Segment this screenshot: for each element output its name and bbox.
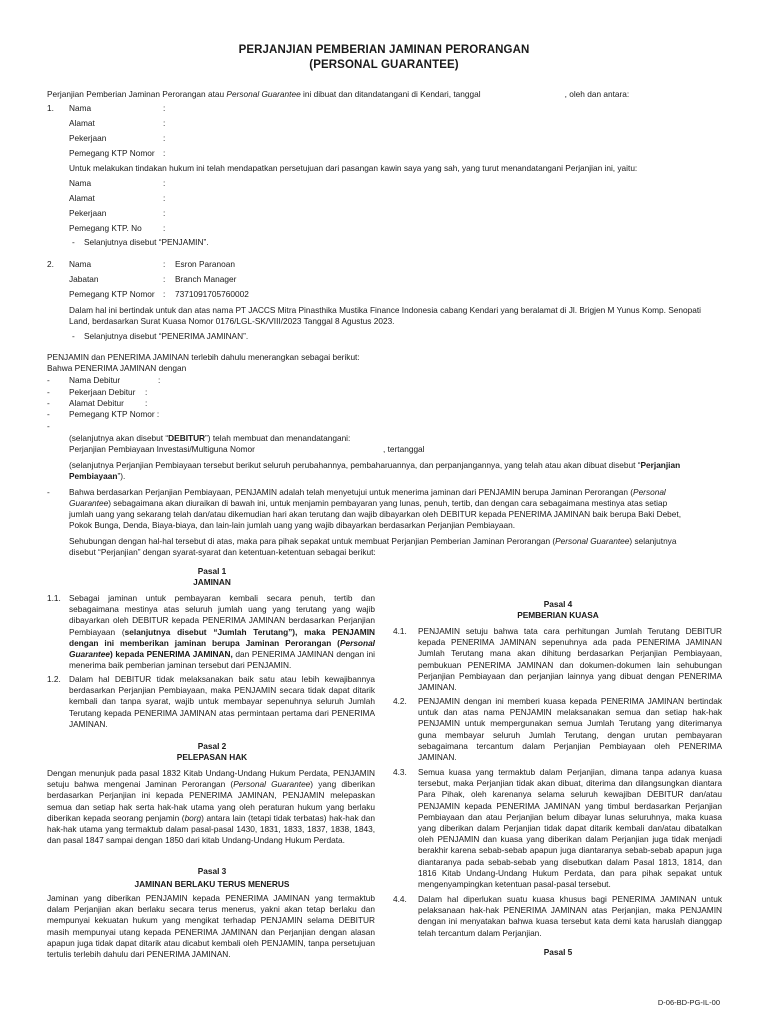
party1-hereinafter: Selanjutnya disebut “PENJAMIN”.: [84, 237, 209, 247]
debtor-note: (selanjutnya akan disebut “DEBITUR”) telah membuat dan menandatangani:: [69, 433, 351, 443]
document-subtitle: (PERSONAL GUARANTEE): [309, 59, 459, 71]
party1-label-address: Alamat: [69, 118, 95, 128]
clause-4-3-text: Semua kuasa yang termaktub dalam Perjanjian, dimana tanpa adanya kuasa tersebut, maka Perjanjian tidak akan dibuat, diterima dan dilangsungkan diantara Para Pihak, oleh karenanya selama seluruh kewajiban DEBITUR dan/atau PENJAMIN kepada PENERIMA JAMINAN yang timbul berdasarkan Perjanjian Pembiayaan dan atau Perjanjian belum dibayar lunas seluruhnya, maka kuasa yang diberikan dalam Perjanjian tidak dapat ditarik kembali dan/atau dibatalkan oleh PENJAMIN dan kuasa yang diberikan dalam Perjanjian juga tidak menjadi berakhir karena sebab-sebab apapun juga diantaranya sebab-sebab apapun juga diantaranya pada sebab-sebab yang disebutkan dalam Pasal 1813, 1814, dan 1816 Kitab Undang-Undang Hukum Perdata, dan para pihak sepakat untuk mengenyampingkan ketentuan pasal-pasal tersebut.: [418, 767, 722, 890]
clause-4-1-text: PENJAMIN setuju bahwa tata cara perhitungan Jumlah Terutang DEBITUR kepada PENERIMA JAMINAN sepenuhnya ada pada PENERIMA JAMINAN Jumlah Terutang mana akan dihitung berdasarkan Perjanjian Pembiayaan, pembukuan PENERIMA JAMINAN dan dokumen-dokumen lain sehubungan Perjanjian Pembiayaan dan perjanjian lainnya yang dibuat dengan PENERIMA JAMINAN.: [418, 626, 722, 693]
pasal3-text: Jaminan yang diberikan PENJAMIN kepada PENERIMA JAMINAN yang termaktub dalam Perjanjian akan berlaku secara terus menerus, yakni akan tetap berlaku dan mempunyai kekuatan hukum yang mengikat terhadap PENJAMIN selama DEBITUR masih mempunyai utang kepada PENERIMA JAMINAN dan Perjanjian dengan alasan apapun juga tidak dapat ditarik atau dicabut kembali oleh PENJAMIN, tanpa persetujuan tertulis terlebih dahulu dari PENERIMA JAMINAN.: [47, 893, 375, 960]
document-title: PERJANJIAN PEMBERIAN JAMINAN PERORANGAN: [238, 44, 530, 56]
pasal2-subheading: PELEPASAN HAK: [176, 752, 248, 762]
clause-4-3-number: 4.3.: [393, 767, 407, 777]
recital-intro-2: Bahwa PENERIMA JAMINAN dengan: [47, 363, 187, 373]
debtor-bullet: -: [47, 409, 50, 419]
party1-colon: :: [163, 118, 166, 128]
pasal3-subheading: JAMINAN BERLAKU TERUS MENERUS: [134, 879, 290, 889]
clause-4-2-number: 4.2.: [393, 696, 407, 706]
spouse-colon: :: [163, 178, 166, 188]
party2-value-name: Esron Paranoan: [175, 259, 235, 269]
party2-label-title: Jabatan: [69, 274, 99, 284]
recital-b-line4: Pokok Bunga, Denda, Biaya-biaya, dan lain-lain jumlah uang yang wajib dibayarkan berdasarkan Perjanjian Pembiayaan.: [69, 520, 516, 530]
spouse-colon: :: [163, 208, 166, 218]
party1-number: 1.: [47, 103, 54, 113]
party2-colon: :: [163, 259, 166, 269]
debtor-label-occupation: Pekerjaan Debitur: [69, 387, 136, 397]
closing-line1: Sehubungan dengan hal-hal tersebut di atas, maka para pihak sepakat untuk membuat Perjanjian Pemberian Jaminan Perorangan (Personal Guarantee) selanjutnya: [69, 536, 677, 546]
closing-line2: disebut “Perjanjian” dengan syarat-syarat dan ketentuan-ketentuan sebagai berikut:: [69, 547, 376, 557]
party2-label-name: Nama: [69, 259, 92, 269]
financing-note-line2: Pembiayaan”).: [69, 471, 126, 481]
recital-b-line1: Bahwa berdasarkan Perjanjian Pembiayaan, PENJAMIN adalah telah menyetujui untuk menerima jaminan dari PENJAMIN berupa Jaminan Perorangan (Personal: [69, 487, 666, 497]
pasal1-heading: Pasal 1: [197, 566, 227, 576]
clause-4-2-text: PENJAMIN dengan ini memberi kuasa kepada PENERIMA JAMINAN bertindak untuk dan atas nama PENJAMIN melaksanakan semua dan setiap hak-hak PENJAMIN untuk mempergunakan semua Jumlah Terutang yang diterimanya guna membayar seluruh Jumlah Terutang, dengan urutan pembayaran sebagaimana tercantum dalam Perjanjian Pembiayaan oleh PENERIMA JAMINAN.: [418, 696, 722, 763]
debtor-bullet: -: [47, 421, 50, 431]
party2-dash: -: [72, 331, 75, 341]
spouse-label-name: Nama: [69, 178, 92, 188]
recital-intro: PENJAMIN dan PENERIMA JAMINAN terlebih dahulu menerangkan sebagai berikut:: [47, 352, 360, 362]
party1-dash: -: [72, 237, 75, 247]
financing-agreement-date: , tertanggal: [383, 444, 425, 454]
spouse-colon: :: [163, 223, 166, 233]
debtor-bullet: -: [47, 387, 50, 397]
clause-4-4-number: 4.4.: [393, 894, 407, 904]
party1-colon: :: [163, 148, 166, 158]
party2-value-title: Branch Manager: [175, 274, 237, 284]
pasal2-text: Dengan menunjuk pada pasal 1832 Kitab Undang-Undang Hukum Perdata, PENJAMIN setuju bahwa mengenai Jaminan Perorangan (Personal Guarantee) yang diberikan berdasarkan Perjanjian ini kepada PENERIMA JAMINAN, PENJAMIN melepaskan semua dan setiap hak serta hak-hak utama yang oleh peraturan hukum yang berlaku diberikan kepada seorang penjamin (borg) antara lain (tetapi tidak terbatas) hak-hak dan hak-hak utama yang termaktub dalam pasal-pasal 1430, 1831, 1833, 1837, 1838, 1843, dan pasal 1847 sampai dengan 1850 dari kitab Undang-Undang Hukum Perdata.: [47, 768, 375, 846]
pasal3-heading: Pasal 3: [197, 866, 227, 876]
recital-b-line3: jumlah uang yang sekarang telah dan/atau dikemudian hari akan terutang dan wajib dibayarkan oleh DEBITUR kepada PENERIMA JAMINAN baik berupa Baki Debet,: [69, 509, 682, 519]
recital-b-bullet: -: [47, 487, 50, 497]
party2-colon: :: [163, 274, 166, 284]
document-code: D-06-BD-PG-IL-00: [657, 998, 720, 1007]
party1-label-name: Nama: [69, 103, 92, 113]
party2-hereinafter: Selanjutnya disebut “PENERIMA JAMINAN”.: [84, 331, 249, 341]
spouse-label-occupation: Pekerjaan: [69, 208, 107, 218]
party1-colon: :: [163, 103, 166, 113]
party2-colon: :: [163, 289, 166, 299]
party2-number: 2.: [47, 259, 54, 269]
clause-1-2-number: 1.2.: [47, 674, 61, 684]
pasal1-subheading: JAMINAN: [193, 577, 231, 587]
recital-b-line2: Guarantee) sebagaimana akan diuraikan di bawah ini, untuk menjamin pembayaran yang lunas, penuh, tertib, dan dengan cara sebagaimana mestinya atas setiap: [69, 498, 668, 508]
spouse-label-ktp: Pemegang KTP. No: [69, 223, 142, 233]
pasal4-subheading: PEMBERIAN KUASA: [517, 610, 599, 620]
spouse-label-address: Alamat: [69, 193, 95, 203]
debtor-label-ktp: Pemegang KTP Nomor :: [69, 409, 160, 419]
party2-label-ktp: Pemegang KTP Nomor: [69, 289, 155, 299]
debtor-bullet: -: [47, 375, 50, 385]
debtor-colon: :: [145, 398, 148, 408]
party2-value-ktp: 7371091705760002: [175, 289, 249, 299]
party2-capacity-line2: Land, berdasarkan Surat Kuasa Nomor 0176/LGL-SK/VIII/2023 Tanggal 8 Agustus 2023.: [69, 316, 395, 326]
party1-label-ktp: Pemegang KTP Nomor: [69, 148, 155, 158]
pasal4-heading: Pasal 4: [543, 599, 573, 609]
party1-label-occupation: Pekerjaan: [69, 133, 107, 143]
debtor-bullet: -: [47, 398, 50, 408]
debtor-label-name: Nama Debitur: [69, 375, 121, 385]
party1-spouse-text: Untuk melakukan tindakan hukum ini telah mendapatkan persetujuan dari pasangan kawin saya yang sah, yang turut menandatangani Perjanjian ini, yaitu:: [69, 163, 638, 173]
clause-1-2-text: Dalam hal DEBITUR tidak melaksanakan baik satu atau lebih kewajibannya berdasarkan Perjanjian Pembiayaan, maka PENJAMIN secara tidak dapat ditarik kembali dan tanpa syarat, wajib untuk membayar sepenuhnya seluruh Jumlah Terutang kepada PENERIMA JAMINAN atas permintaan pertama dari PENERIMA JAMINAN.: [69, 674, 375, 729]
clause-1-1-text: Sebagai jaminan untuk pembayaran kembali secara penuh, tertib dan sebagaimana mestinya atas seluruh jumlah uang yang terutang yang wajib dibayarkan oleh DEBITUR kepada PENERIMA JAMINAN berdasarkan Perjanjian Pembiayaan (selanjutnya disebut “Jumlah Terutang”), maka PENJAMIN dengan ini memberikan jaminan berupa Jaminan Perorangan (Personal Guarantee) kepada PENERIMA JAMINAN, dan PENERIMA JAMINAN dengan ini menerima baik pemberian jaminan tersebut dari PENJAMIN.: [69, 593, 375, 671]
debtor-colon: :: [145, 387, 148, 397]
spouse-colon: :: [163, 193, 166, 203]
pasal2-heading: Pasal 2: [197, 741, 227, 751]
debtor-label-address: Alamat Debitur: [69, 398, 124, 408]
clause-4-1-number: 4.1.: [393, 626, 407, 636]
financing-agreement-number: Perjanjian Pembiayaan Investasi/Multiguna Nomor: [69, 444, 255, 454]
debtor-colon: :: [158, 375, 161, 385]
party1-colon: :: [163, 133, 166, 143]
party2-capacity-line1: Dalam hal ini bertindak untuk dan atas nama PT JACCS Mitra Pinasthika Mustika Finance Indonesia cabang Kendari yang beralamat di Jl. Brigjen M Yunus Komp. Senopati: [69, 305, 701, 315]
financing-note-line1: (selanjutnya Perjanjian Pembiayaan tersebut berikut seluruh perubahannya, pembaharuannya, dan perpanjangannya, yang telah atau akan dibuat disebut “Perjanjian: [69, 460, 681, 470]
intro-line: Perjanjian Pemberian Jaminan Perorangan atau Personal Guarantee ini dibuat dan ditandatangani di Kendari, tanggal , oleh dan antara:: [47, 89, 630, 99]
pasal5-heading: Pasal 5: [543, 947, 573, 957]
clause-4-4-text: Dalam hal diperlukan suatu kuasa khusus bagi PENERIMA JAMINAN untuk pelaksanaan hak-hak PENERIMA JAMINAN atas Perjanjian, maka PENJAMIN dengan ini menyatakan bahwa kuasa tersebut kata demi kata haruslah dianggap telah tercantum dalam Perjanjian.: [418, 894, 722, 938]
clause-1-1-number: 1.1.: [47, 593, 61, 603]
